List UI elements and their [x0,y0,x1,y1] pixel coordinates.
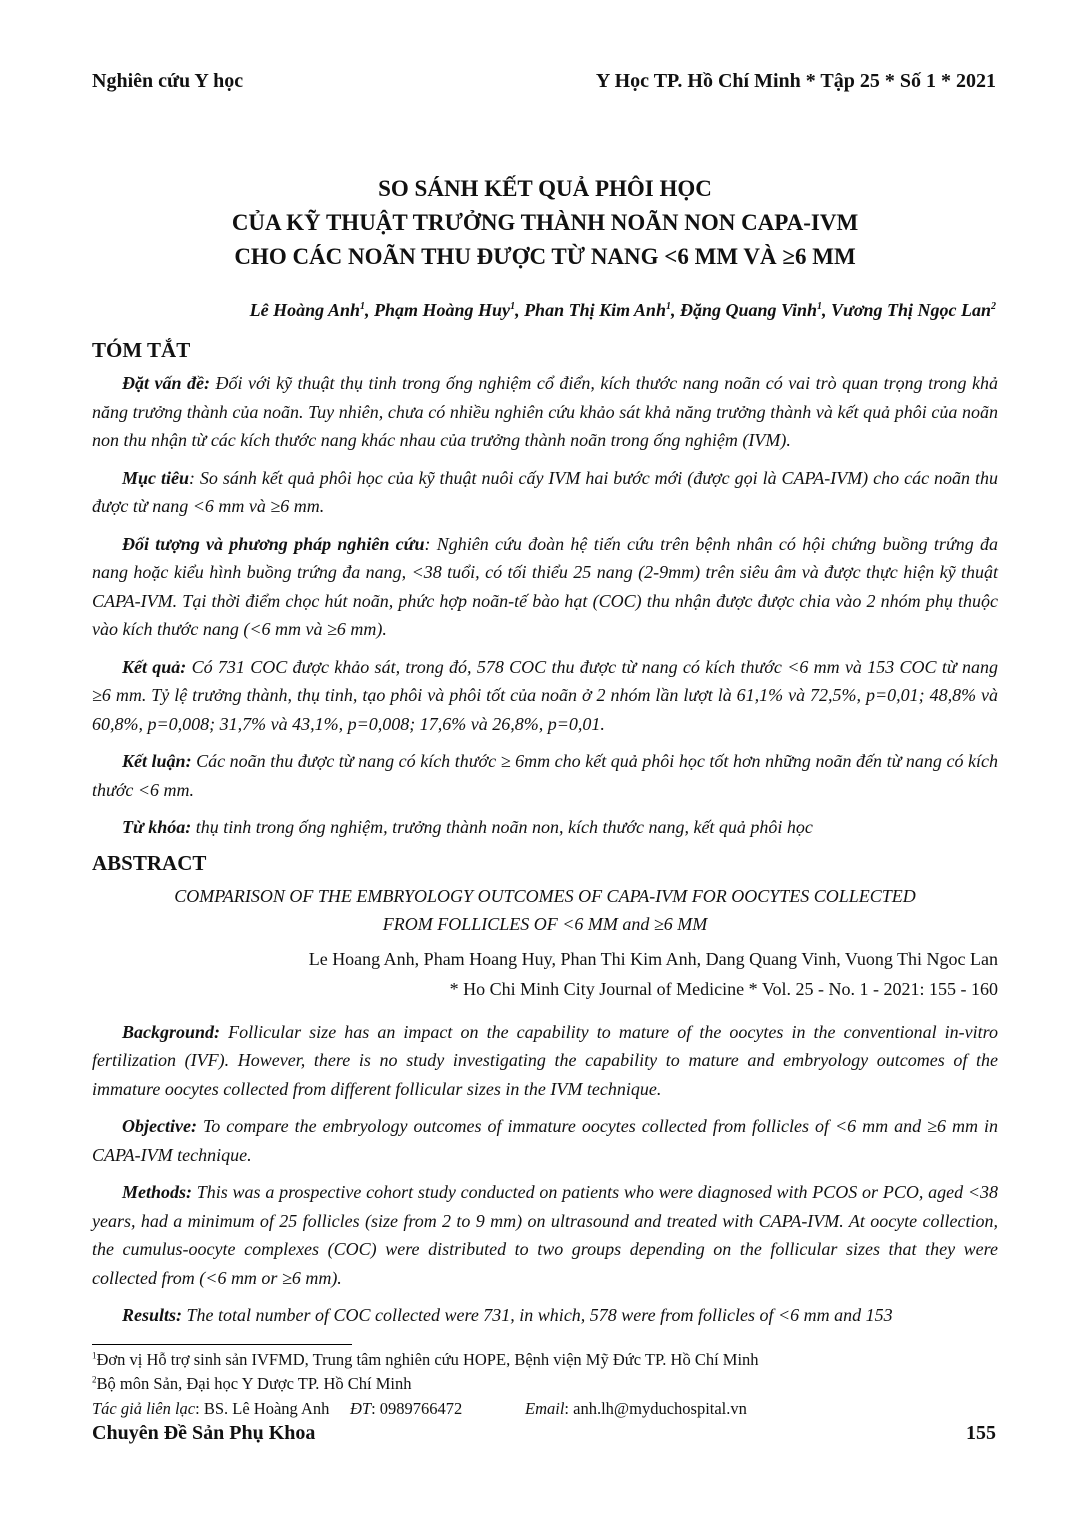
contact-label: ĐT [350,1399,372,1418]
author-list: Lê Hoàng Anh$^1$, Phạm Hoàng Huy$^1$, Phan Thị Kim Anh$^1$, Đặng Quang Vinh$^1$, Vương Thị Ngọc Lan$^2$ [249,300,996,320]
footnote-mark: 2 [92,1374,97,1385]
contact-value: : BS. Lê Hoàng Anh [195,1399,330,1418]
citation: * Ho Chi Minh City Journal of Medicine * Vol. 25 - No. 1 - 2021: 155 - 160 [449,978,998,999]
author: Phan Thị Kim Anh [524,300,666,320]
abstract-paragraph [92,1301,998,1330]
author: Đặng Quang Vinh [679,300,818,320]
footnote [92,1350,759,1370]
paragraph-label: Kết luận: [122,751,192,771]
footer-journal-section: Chuyên Đề Sản Phụ Khoa [92,1422,316,1444]
contact-label: Tác giả liên lạc [92,1399,196,1418]
title-line: SO SÁNH KẾT QUẢ PHÔI HỌC [378,176,712,201]
contact-phone [350,1399,525,1419]
paragraph-label: Background: [122,1021,221,1042]
paragraph-text: This was a prospective cohort study conducted on patients who were diagnosed with PCOS or PCO, aged <38 years, had a minimum of 25 follicles (size from 2 to 9 mm) on ultrasound and treated with CAPA-IVM. At oocyte collection, the cumulus-oocyte complexes (COC) were distributed to two groups depending on the follicular sizes that they were collected from (<6 mm or ≥6 mm). [92,1182,998,1288]
running-header-right: Y Học TP. Hồ Chí Minh * Tập 25 * Số 1 * 2021 [595,70,996,92]
footnote-text: Đơn vị Hỗ trợ sinh sản IVFMD, Trung tâm nghiên cứu HOPE, Bệnh viện Mỹ Đức TP. Hồ Chí Minh [96,1350,759,1369]
footnote-mark: 1 [92,1350,97,1361]
abstract-paragraph [92,653,998,739]
paragraph-text: thụ tinh trong ống nghiệm, trưởng thành noãn non, kích thước nang, kết quả phôi học [191,817,813,837]
email-link[interactable]: : anh.lh@myduchospital.vn [564,1399,747,1418]
abstract-paragraph [92,1178,998,1292]
article-title [92,172,998,274]
paragraph-text: Các noãn thu được từ nang có kích thước ≥ 6mm cho kết quả phôi học tốt hơn những noãn đến từ nang có kích thước <6 mm. [92,751,999,800]
paragraph-label: Kết quả: [122,656,187,677]
english-title-line: FROM FOLLICLES OF <6 MM and ≥6 MM [382,913,708,934]
english-title-line: COMPARISON OF THE EMBRYOLOGY OUTCOMES OF CAPA-IVM FOR OOCYTES COLLECTED [174,885,916,906]
abstract-paragraph [92,1112,998,1169]
abstract-paragraph [92,530,998,644]
affiliation-mark: 1 [510,301,516,312]
contact-label: Email [525,1399,565,1418]
affiliation-mark: 1 [817,301,823,312]
paragraph-label: Đối tượng và phương pháp nghiên cứu [122,533,425,554]
running-header-left: Nghiên cứu Y học [92,70,244,92]
contact-value: : 0989766472 [371,1399,463,1418]
footnote [92,1374,411,1394]
abstract-paragraph [92,747,998,804]
paragraph-text: : Nghiên cứu đoàn hệ tiến cứu trên bệnh nhân có hội chứng buồng trứng đa nang hoặc kiểu hình buồng trứng đa nang, <38 tuổi, có tối thiểu 25 nang (2-9mm) trên siêu âm và được thực hiện kỹ thuật CAPA-IVM. Tại thời điểm chọc hút noãn, phức hợp noãn-tế bào hạt (COC) thu nhận được được chia vào 2 nhóm phụ thuộc vào kích thước nang (<6 mm và ≥6 mm). [92,533,998,639]
keywords-paragraph [92,813,998,842]
abstract-paragraph [92,464,998,521]
paragraph-label: Objective: [122,1116,197,1136]
paragraph-label: Từ khóa: [122,817,192,837]
paragraph-label: Đặt vấn đề: [122,373,210,393]
abstract-paragraph [92,369,998,455]
paragraph-label: Mục tiêu [122,467,189,488]
article-body [92,338,998,1339]
title-line: CỦA KỸ THUẬT TRƯỞNG THÀNH NOÃN NON CAPA-IVM [231,210,859,235]
author: Phạm Hoàng Huy [374,300,511,320]
section-heading-tom-tat: TÓM TẮT [92,338,191,362]
affiliation-mark: 1 [665,301,671,312]
paragraph-text: : So sánh kết quả phôi học của kỹ thuật nuôi cấy IVM hai bước mới (được gọi là CAPA-IVM) cho các noãn thu được từ nang <6 mm và ≥6 mm. [92,467,998,516]
section-heading-abstract: ABSTRACT [92,850,207,875]
page-number: 155 [966,1422,996,1444]
affiliation-mark: 2 [991,301,996,312]
paragraph-text: Có 731 COC được khảo sát, trong đó, 578 COC thu được từ nang có kích thước <6 mm và 153 COC từ nang ≥6 mm. Tỷ lệ trưởng thành, thụ tinh, tạo phôi và phôi tốt của noãn ở 2 nhóm lần lượt là 61,1% và 72,5%, p=0,01; 48,8% và 60,8%, p=0,008; 31,7% và 43,1%, p=0,008; 17,6% và 26,8%, p=0,01. [92,656,998,734]
paragraph-text: Đối với kỹ thuật thụ tinh trong ống nghiệm cổ điển, kích thước nang noãn có vai trò quan trọng trong khả năng trưởng thành của noãn. Tuy nhiên, chưa có nhiều nghiên cứu khảo sát khả năng trưởng thành và kết quả phôi của noãn non thu nhận từ các kích thước nang khác nhau của trưởng thành noãn trong ống nghiệm (IVM). [92,373,998,450]
footnote-divider [92,1344,352,1345]
footnote-text: Bộ môn Sản, Đại học Y Dược TP. Hồ Chí Minh [96,1374,412,1393]
author: Lê Hoàng Anh [249,300,361,320]
abstract-paragraph [92,1018,998,1104]
title-line: CHO CÁC NOÃN THU ĐƯỢC TỪ NANG <6 MM VÀ ≥6 MM [234,244,856,269]
contact-info [92,1399,892,1419]
contact-author [92,1399,350,1419]
affiliation-mark: 1 [360,301,366,312]
paragraph-text: The total number of COC collected were 731, in which, 578 were from follicles of <6 mm and 153 [182,1305,893,1325]
author: Vương Thị Ngọc Lan [831,300,991,320]
english-authors: Le Hoang Anh, Pham Hoang Huy, Phan Thi Kim Anh, Dang Quang Vinh, Vuong Thi Ngoc Lan [308,948,998,969]
paragraph-text: To compare the embryology outcomes of immature oocytes collected from follicles of <6 mm and ≥6 mm in CAPA-IVM technique. [92,1116,998,1165]
english-title [92,882,998,938]
contact-email [525,1399,747,1419]
paragraph-text: Follicular size has an impact on the capability to mature of the oocytes in the conventional in-vitro fertilization (IVF). However, there is no study investigating the capability to mature and embryology outcomes of the immature oocytes collected from different follicular sizes in the IVM technique. [92,1021,998,1099]
paragraph-label: Results: [122,1305,183,1325]
paragraph-label: Methods: [122,1182,193,1202]
